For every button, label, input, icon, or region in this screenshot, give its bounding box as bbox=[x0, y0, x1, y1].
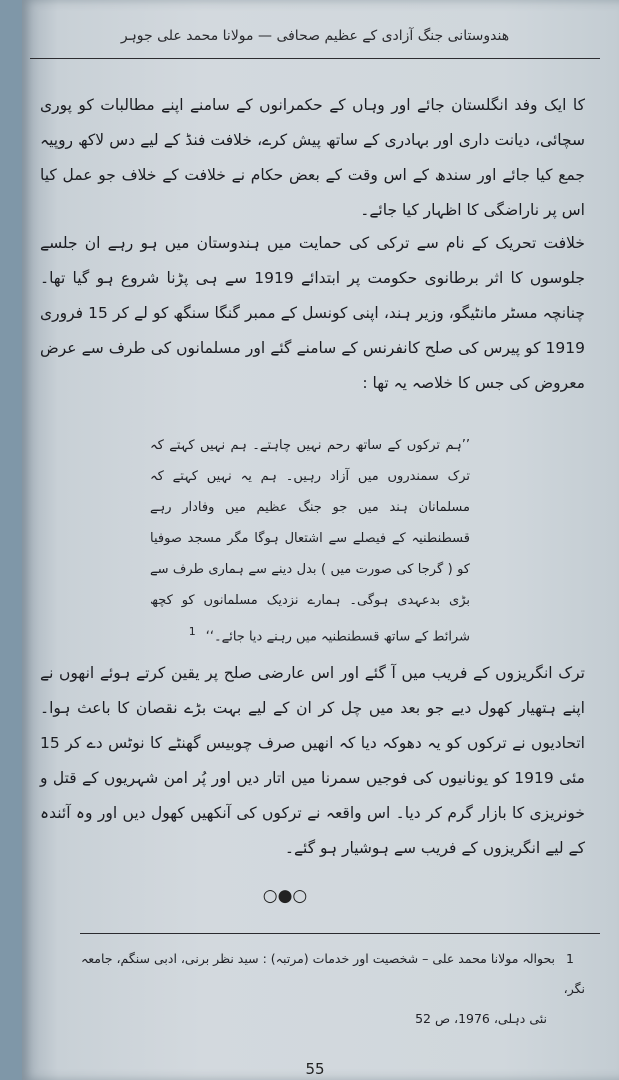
page-number: 55 bbox=[305, 1060, 325, 1078]
footnote-rule bbox=[80, 933, 600, 934]
quote-text: ’’ہم ترکوں کے ساتھ رحم نہیں چاہتے۔ ہم نہیں کہتے کہ ترک سمندروں میں آزاد رہیں۔ ہم یہ نہیں کہتے کہ مسلمانان ہند میں جو جنگ عظیم میں وفادار رہے قسطنطنیہ کے فیصلے سے اشتعال ہوگا مگر مسجد صوفیا کو ( گرجا کی صورت میں ) بدل دینے سے ہماری طرف سے بڑی بدعہدی ہوگی۔ ہمارے نزدیک مسلمانوں کو کچھ شرائط کے ساتھ قسطنطنیہ میں رہنے دیا جائے۔‘‘ bbox=[150, 438, 470, 645]
footnote-number: 1 bbox=[566, 951, 574, 966]
running-header: هندوستانی جنگ آزادی کے عظیم صحافی — مولانا محمد علی جوہر bbox=[120, 28, 510, 44]
header-rule bbox=[30, 58, 600, 59]
block-quote bbox=[150, 430, 470, 652]
footnote-line-1: بحوالہ مولانا محمد علی – شخصیت اور خدمات (مرتبہ) : سید نظر برنی، ادبی سنگم، جامعہ نگر، bbox=[80, 951, 585, 996]
paragraph-1 bbox=[40, 88, 585, 228]
section-separator: ○●○ bbox=[262, 886, 308, 906]
footnote-line-2: نئی دہلی، 1976، ص 52 bbox=[415, 1011, 547, 1026]
footnote-reference[interactable]: 1 bbox=[188, 625, 196, 638]
paragraph-3-text: ترک انگریزوں کے فریب میں آ گئے اور اس عارضی صلح پر یقین کرتے ہوئے انھوں نے اپنے ہتھیار کھول دیے جو بعد میں چل کر ان کے لیے بہت بڑے نقصان کا باعث ہوا۔ اتحادیوں نے ترکوں کو یہ دھوکہ دیا کہ انھیں صرف چوبیس گھنٹے کا نوٹس دے کر 15 مئی 1919 کو یونانیوں کی فوجیں سمرنا میں اتار دیں اور پُر امن شہریوں کے قتل و خونریزی کا بازار گرم کر دیا۔ اس واقعہ نے ترکوں کی آنکھیں کھول دیں اور وہ آئندہ کے لیے انگریزوں کے فریب سے ہوشیار ہو گئے۔ bbox=[40, 664, 585, 857]
paragraph-1-text: کا ایک وفد انگلستان جائے اور وہاں کے حکمرانوں کے سامنے اپنے مطالبات کو پوری سچائی، دیانت داری اور بہادری کے ساتھ پیش کرے، خلافت فنڈ کے لیے دس لاکھ روپیہ جمع کیا جائے اور سندھ کے اس وقت کے بعض حکام نے خلافت کے خلاف جو عمل کیا اس پر ناراضگی کا اظہار کیا جائے۔ bbox=[40, 96, 585, 219]
paragraph-2 bbox=[40, 226, 585, 401]
paragraph-3 bbox=[40, 656, 585, 866]
paragraph-2-text: خلافت تحریک کے نام سے ترکی کی حمایت میں ہندوستان میں ہو رہے ان جلسے جلوسوں کا اثر برطانوی حکومت پر ابتدائے 1919 سے ہی پڑنا شروع ہو گیا تھا۔ چنانچہ مسٹر مانٹیگو، وزیر ہند، اپنی کونسل کے ممبر گنگا سنگھ کو لے کر 15 فروری 1919 کو پیرس کی صلح کانفرنس کے سامنے گئے اور مسلمانوں کی طرف سے عرض معروض کی جس کا خلاصہ یہ تھا : bbox=[40, 234, 585, 392]
footnote bbox=[80, 944, 585, 1034]
